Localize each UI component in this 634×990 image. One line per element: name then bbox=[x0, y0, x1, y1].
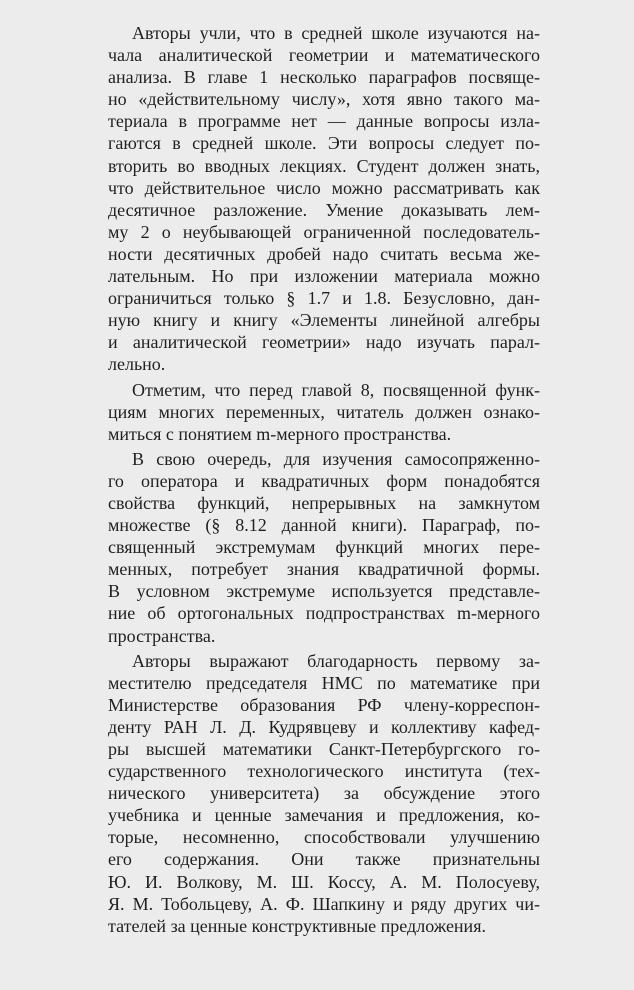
text-line: Авторы учли, что в средней школе изучаются на- bbox=[132, 23, 540, 43]
text-line: В условном экстремуме используется представле- bbox=[108, 581, 540, 602]
text-line: лельно. bbox=[108, 354, 166, 375]
text-line: Отметим, что перед главой 8, посвященной функ- bbox=[132, 379, 540, 400]
text-line: циям многих переменных, читатель должен ознако- bbox=[108, 401, 540, 422]
text-line: торые, несомненно, способствовали улучшению bbox=[108, 827, 540, 848]
text-line: местителю председателя НМС по математике при bbox=[108, 672, 540, 693]
text-line: вторить во вводных лекциях. Студент должен знать, bbox=[108, 155, 540, 176]
text-line: ную книгу и книгу «Элементы линейной алгебры bbox=[108, 310, 540, 331]
text-line: ры высшей математики Санкт-Петербургского го- bbox=[108, 739, 540, 759]
paragraph-1 bbox=[108, 22, 540, 376]
text-line: териала в программе нет — данные вопросы изла- bbox=[108, 111, 540, 132]
text-line: В свою очередь, для изучения самосопряженно- bbox=[132, 448, 540, 469]
text-line: му 2 о неубывающей ограниченной последователь- bbox=[108, 221, 540, 242]
text-line: десятичное разложение. Умение доказывать лем- bbox=[108, 199, 540, 220]
text-line: учебника и ценные замечания и предложения, ко- bbox=[108, 805, 540, 826]
paragraph-2 bbox=[108, 379, 540, 445]
text-line: ограничиться только § 1.7 и 1.8. Безусловно, дан- bbox=[108, 288, 540, 309]
text-line: лательным. Но при изложении материала можно bbox=[108, 266, 540, 287]
text-line: Авторы выражают благодарность первому за- bbox=[132, 650, 540, 671]
text-line: го оператора и квадратичных форм понадобятся bbox=[108, 470, 540, 491]
text-body bbox=[108, 22, 540, 937]
text-line: сударственного технологического института (тех- bbox=[108, 761, 540, 782]
text-line: Я. М. Тобольцеву, А. Ф. Шапкину и ряду других чи- bbox=[108, 893, 540, 914]
text-line: Ю. И. Волкову, М. Ш. Коссу, А. М. Полосуеву, bbox=[108, 871, 540, 892]
text-line: менных, потребует знания квадратичной формы. bbox=[108, 559, 540, 580]
text-line: пространства. bbox=[108, 625, 216, 646]
text-line: анализа. В главе 1 несколько параграфов посвяще- bbox=[108, 67, 540, 88]
paragraph-4 bbox=[108, 650, 540, 937]
text-line: денту РАН Л. Д. Кудрявцеву и коллективу кафед- bbox=[108, 716, 540, 737]
text-line: священный экстремумам функций многих пере- bbox=[108, 537, 540, 558]
text-line: гаются в средней школе. Эти вопросы следует по- bbox=[108, 133, 540, 154]
text-line: ние об ортогональных подпространствах m-мерного bbox=[108, 603, 540, 624]
text-line: и аналитической геометрии» надо изучать парал- bbox=[108, 332, 540, 353]
text-line: Министерстве образования РФ члену-корреспон- bbox=[108, 694, 540, 715]
text-line: но «действительному числу», хотя явно такого ма- bbox=[108, 89, 540, 110]
text-line: нического университета) за обсуждение этого bbox=[108, 783, 540, 804]
text-line: миться с понятием m-мерного пространства. bbox=[108, 423, 452, 444]
text-line: ности десятичных дробей надо считать весьма же- bbox=[108, 243, 540, 264]
text-line: тателей за ценные конструктивные предложения. bbox=[108, 915, 486, 936]
text-line: свойства функций, непрерывных на замкнутом bbox=[108, 492, 540, 513]
paragraph-3 bbox=[108, 448, 540, 647]
text-line: чала аналитической геометрии и математического bbox=[108, 45, 540, 66]
text-line: множестве (§ 8.12 данной книги). Параграф, по- bbox=[108, 515, 540, 536]
text-line: его содержания. Они также признательны bbox=[108, 849, 540, 870]
text-line: что действительное число можно рассматривать как bbox=[108, 177, 540, 198]
